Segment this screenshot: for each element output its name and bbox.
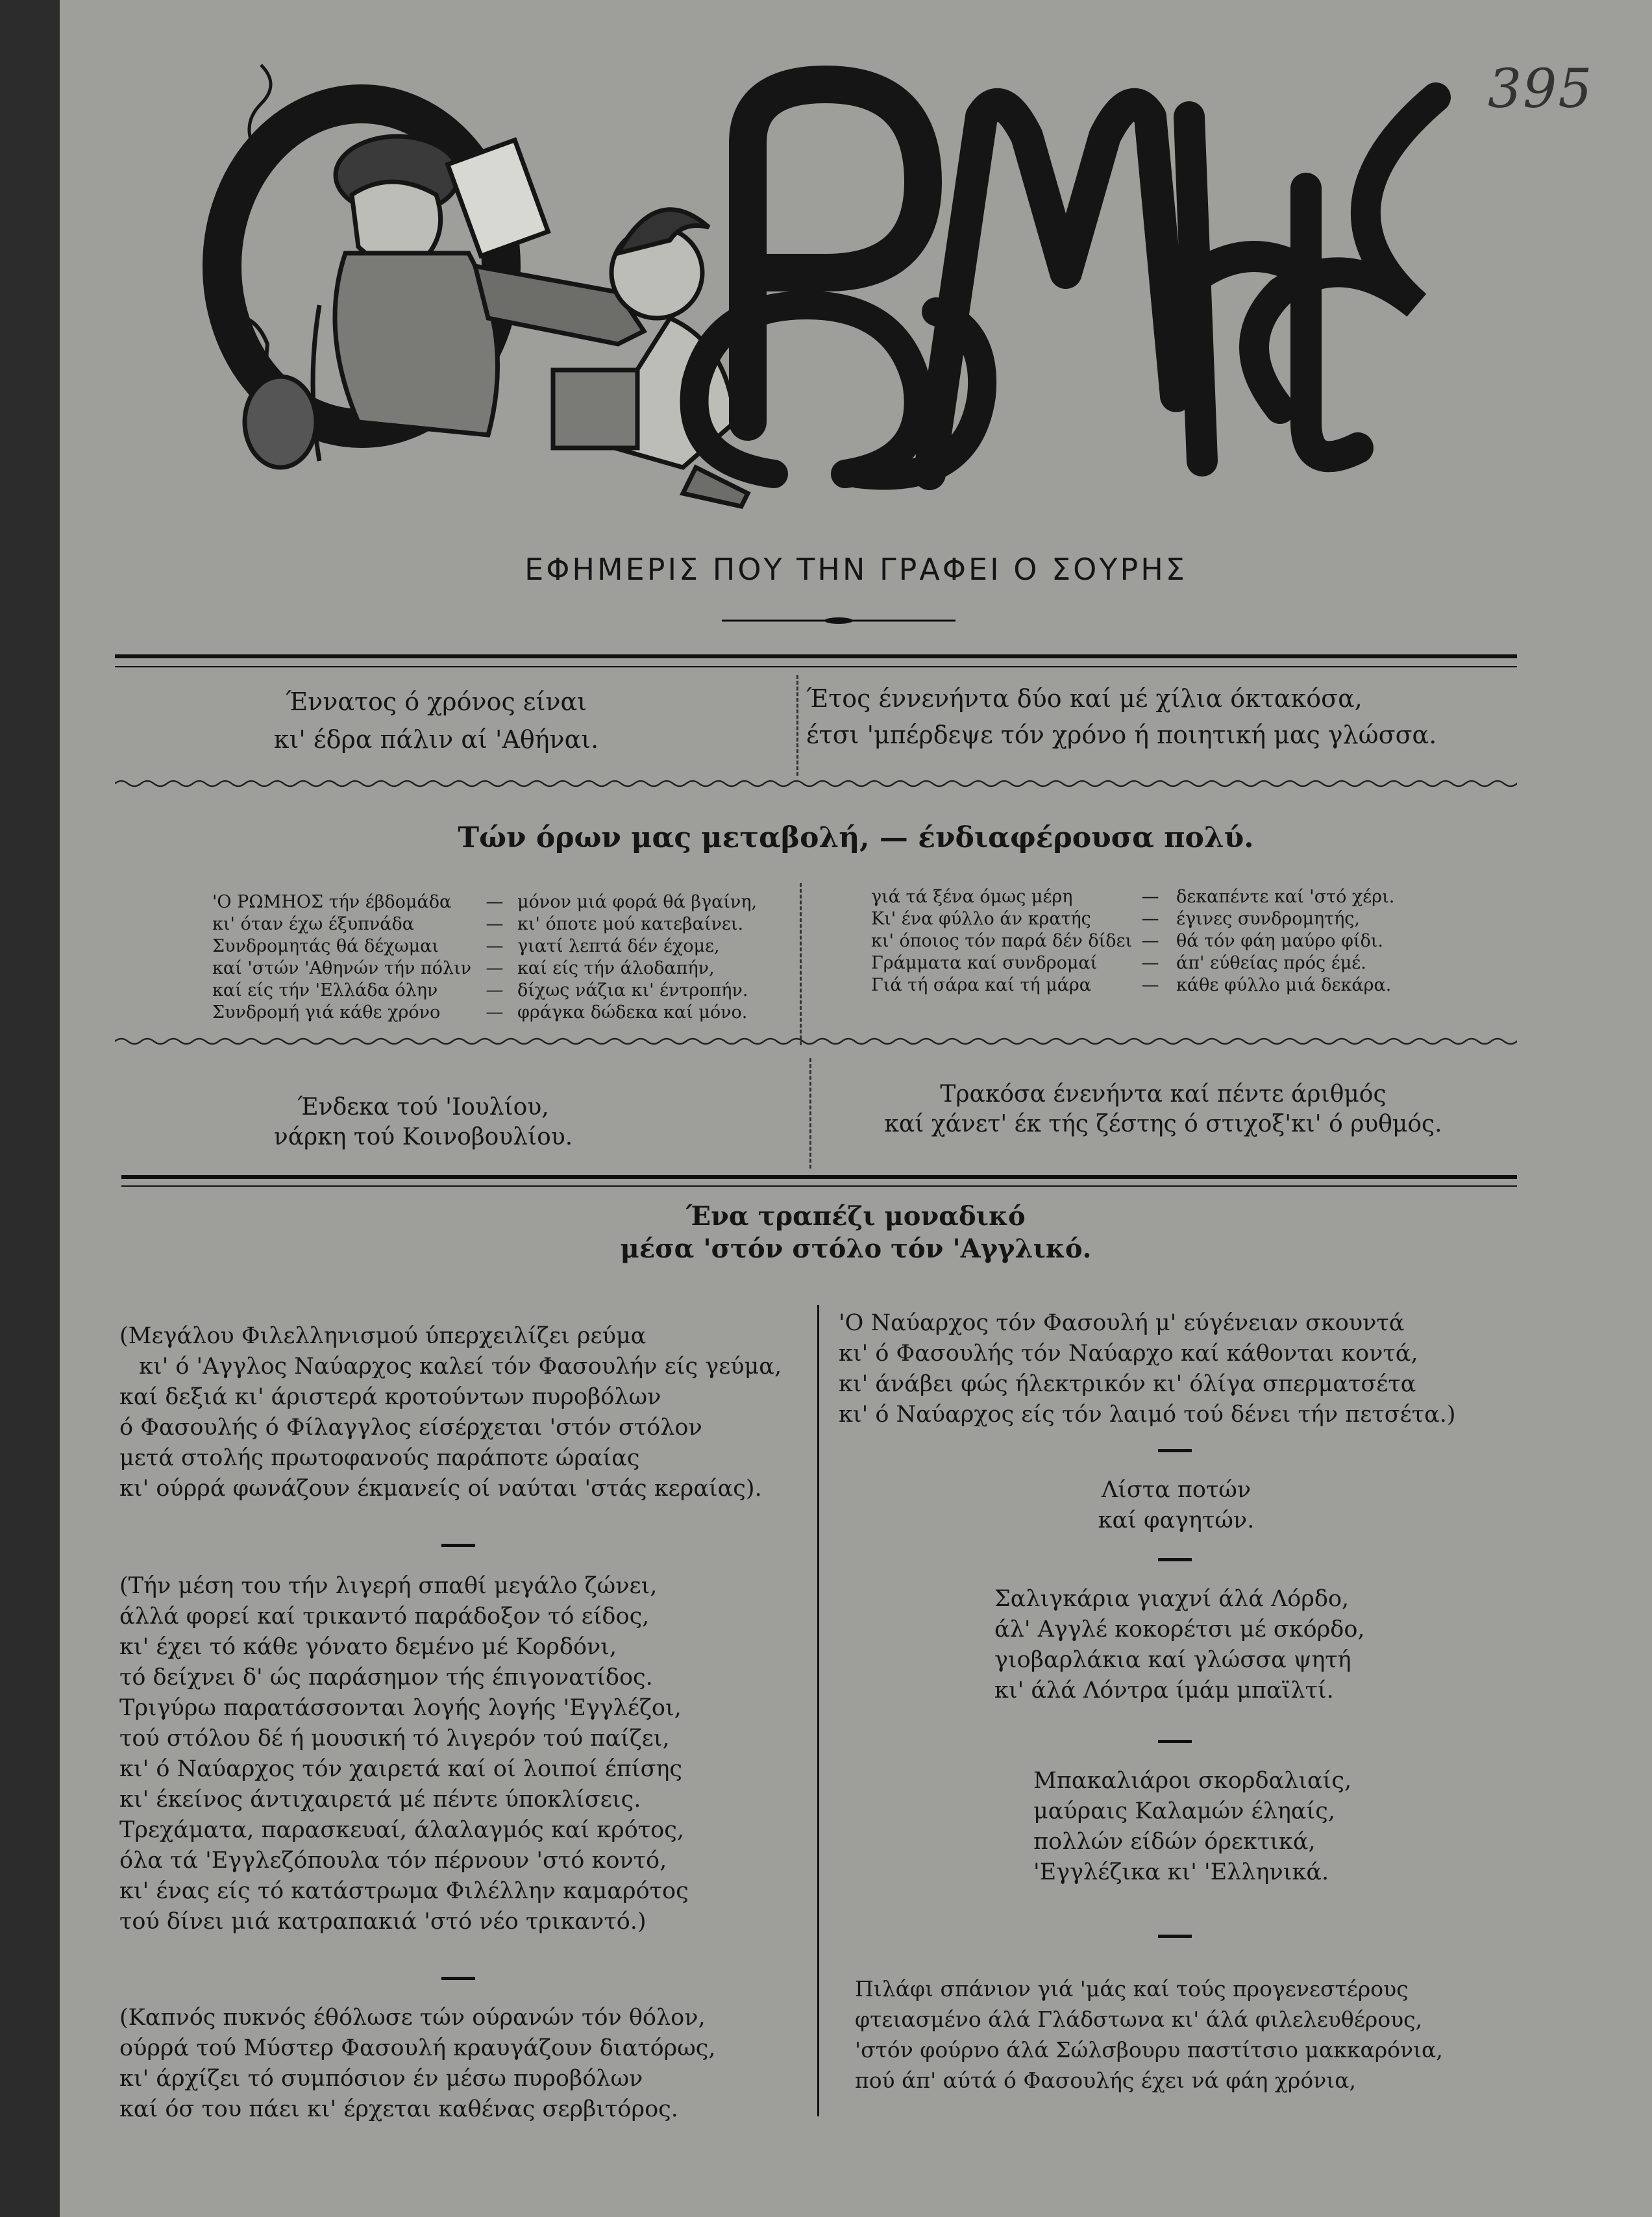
terms-row: Συνδρομητάς θά δέχωμαι — γιατί λεπτά δέν έχομε, — [212, 936, 720, 956]
terms-heading: Τών όρων μας μεταβολή, — ένδιαφέρουσα πολύ. — [458, 821, 1254, 854]
verse-line: πού άπ' αύτά ό Φασουλής έχει νά φάη χρόνια, — [855, 2068, 1356, 2093]
terms-row: κι' όποιος τόν παρά δέν δίδει — θά τόν φάη μαύρο φίδι. — [871, 931, 1383, 951]
verse-line: 'Ο Ναύαρχος τόν Φασουλή μ' εύγένειαν σκουντά — [839, 1310, 1405, 1336]
terms-separator — [800, 883, 802, 1045]
lower-rule — [121, 1175, 1517, 1179]
verse-line: τό δείχνει δ' ώς παράσημον τής έπιγονατίδος. — [119, 1665, 653, 1691]
terms-row: 'Ο ΡΩΜΗΟΣ τήν έβδομάδα — μόνον μιά φορά θά βγαίνη, — [212, 892, 758, 912]
terms-row: γιά τά ξένα όμως μέρη — δεκαπέντε καί 'στό χέρι. — [871, 887, 1395, 907]
terms-row: Κι' ένα φύλλο άν κρατής — έγινες συνδρομητής, — [871, 909, 1360, 929]
verse-line: κι' ό 'Αγγλος Ναύαρχος καλεί τόν Φασουλήν είς γεύμα, — [139, 1354, 782, 1380]
stanza-divider — [1158, 1558, 1192, 1561]
verse-line: κι' ό Ναύαρχος είς τόν λαιμό τού δένει τήν πετσέτα.) — [839, 1402, 1456, 1428]
verse-line: (Μεγάλου Φιλελληνισμού ύπερχειλίζει ρεύμα — [119, 1323, 647, 1349]
terms-row: κι' όταν έχω έξυπνάδα — κι' όποτε μού κατεβαίνει. — [212, 914, 744, 934]
verse-line: κι' άνάβει φώς ήλεκτρικόν κι' όλίγα σπερματσέτα — [839, 1371, 1416, 1397]
verse-line: κι' άλά Λόντρα ίμάμ μπαϊλτί. — [994, 1678, 1334, 1703]
verse-line: κι' ούρρά φωνάζουν έκμανείς οί ναύται 'στάς κεραίας). — [119, 1476, 762, 1502]
masthead-artwork — [203, 58, 1468, 526]
terms-table-right — [871, 886, 1394, 997]
issue-verse-left-1: Ένδεκα τού 'Ιουλίου, — [297, 1094, 549, 1121]
verse-line: ό Φασουλής ό Φίλαγγλος είσέρχεται 'στόν στόλον — [119, 1415, 702, 1441]
menu-title-line: καί φαγητών. — [1098, 1507, 1255, 1533]
menu-title-line: Λίστα ποτών — [1101, 1477, 1251, 1503]
menu-stanza-1 — [994, 1584, 1365, 1706]
newspaper-page — [60, 0, 1652, 2217]
stanza-divider — [1158, 1449, 1192, 1452]
right-stanza-1 — [839, 1308, 1456, 1430]
verse-line: άλ' Αγγλέ κοκορέτσι μέ σκόρδο, — [994, 1616, 1365, 1642]
header-verse-left-1: Έννατος ό χρόνος είναι — [285, 687, 587, 716]
stanza-divider — [441, 1977, 475, 1980]
verse-line: γιοβαρλάκια καί γλώσσα ψητή — [994, 1647, 1351, 1673]
verse-line: Τριγύρω παρατάσσονται λογής λογής 'Εγγλέζοι, — [119, 1695, 682, 1721]
header-separator — [796, 675, 798, 776]
menu-stanza-2 — [1033, 1766, 1351, 1888]
verse-line: Πιλάφι σπάνιον γιά 'μάς καί τούς προγενεστέρους — [855, 1976, 1409, 2001]
verse-line: Σαλιγκάρια γιαχνί άλά Λόρδο, — [994, 1586, 1350, 1612]
wavy-divider-2 — [115, 1035, 1517, 1047]
top-rule-thin — [115, 666, 1517, 667]
verse-line: καί δεξιά κι' άριστερά κροτούντων πυροβόλων — [119, 1384, 661, 1410]
stanza-divider — [441, 1544, 475, 1547]
verse-line: φτειασμένο άλά Γλάδστωνα κι' άλά φιλελευθέρους, — [855, 2007, 1423, 2032]
verse-line: άλλά φορεί καί τρικαντό παράδοξον τό είδος, — [119, 1604, 650, 1629]
verse-line: τού στόλου δέ ή μουσική τό λιγερόν τού παίζει, — [119, 1726, 670, 1752]
terms-table-left — [212, 891, 757, 1024]
header-verse-right-1: Έτος έννενήντα δύο καί μέ χίλια όκτακόσα, — [806, 684, 1362, 713]
poem-title-1: Ένα τραπέζι μοναδικό — [686, 1201, 1026, 1232]
left-stanza-2 — [119, 1571, 689, 1937]
issue-verse-right-2: καί χάνετ' έκ τής ζέστης ό στιχοξ'κι' ό ρυθμός. — [884, 1111, 1442, 1137]
verse-line: Μπακαλιάροι σκορδαλιαίς, — [1033, 1768, 1352, 1794]
verse-line: ούρρά τού Μύστερ Φασουλή κραυγάζουν διατόρως, — [119, 2035, 716, 2061]
verse-line: (Καπνός πυκνός έθόλωσε τών ούρανών τόν θόλον, — [119, 2005, 706, 2031]
masthead-subtitle: ΕΦΗΜΕΡΙΣ ΠΟΥ ΤΗΝ ΓΡΑΦΕΙ Ο ΣΟΥΡΗΣ — [524, 552, 1187, 587]
verse-line: όλα τά 'Εγγλεζόπουλα τόν πέρνουν 'στό κοντό, — [119, 1848, 667, 1874]
top-rule — [115, 654, 1517, 658]
header-verse-left-2: κι' έδρα πάλιν αί 'Αθήναι. — [273, 725, 599, 754]
right-final-stanza — [855, 1974, 1443, 2096]
verse-line: (Τήν μέση του τήν λιγερή σπαθί μεγάλο ζώνει, — [119, 1573, 658, 1599]
issue-verse-right-1: Τρακόσα ένενήντα καί πέντε άριθμός — [940, 1081, 1387, 1108]
menu-title — [839, 1475, 1514, 1536]
terms-row: καί 'στών 'Αθηνών τήν πόλιν — καί είς τήν άλοδαπήν, — [212, 958, 715, 978]
verse-line: κι' έχει τό κάθε γόνατο δεμένο μέ Κορδόνι, — [119, 1634, 617, 1660]
verse-line: πολλών είδών όρεκτικά, — [1033, 1829, 1316, 1855]
verse-line: κι' ό Ναύαρχος τόν χαιρετά καί οί λοιποί έπίσης — [119, 1756, 683, 1782]
verse-line: κι' ό Φασουλής τόν Ναύαρχο καί κάθονται κοντά, — [839, 1341, 1418, 1367]
stanza-divider — [1158, 1740, 1192, 1743]
verse-line: 'Εγγλέζικα κι' 'Ελληνικά. — [1033, 1859, 1329, 1885]
column-separator — [817, 1305, 819, 2116]
binding-gutter — [0, 0, 60, 2217]
lower-rule-thin — [121, 1185, 1517, 1187]
verse-line: κι' ένας είς τό κατάστρωμα Φιλέλλην καμαρότος — [119, 1878, 689, 1904]
wavy-divider-1 — [115, 778, 1517, 789]
verse-line: μετά στολής πρωτοφανούς παράποτε ώραίας — [119, 1445, 640, 1471]
masthead-logo — [203, 58, 1468, 526]
poem-title-2: μέσα 'στόν στόλο τόν 'Αγγλικό. — [620, 1233, 1092, 1264]
verse-line: καί όσ του πάει κι' έρχεται καθένας σερβιτόρος. — [119, 2096, 678, 2122]
issue-separator — [809, 1058, 811, 1169]
terms-row: Γιά τή σάρα καί τή μάρα — κάθε φύλλο μιά δεκάρα. — [871, 975, 1392, 995]
ornament-divider — [722, 617, 955, 625]
verse-line: τού δίνει μιά κατραπακιά 'στό νέο τρικαντό.) — [119, 1909, 647, 1935]
stanza-divider — [1158, 1935, 1192, 1938]
verse-line: 'στόν φούρνο άλά Σώλσβουρυ παστίτσιο μακκαρόνια, — [855, 2037, 1443, 2062]
terms-row: καί είς τήν 'Ελλάδα όλην — δίχως νάζια κι' έντροπήν. — [212, 980, 748, 1000]
left-stanza-3 — [119, 2003, 716, 2125]
issue-verse-left-2: νάρκη τού Κοινοβουλίου. — [273, 1124, 573, 1150]
verse-line: κι' άρχίζει τό συμπόσιον έν μέσω πυροβόλων — [119, 2066, 643, 2092]
archive-number: 395 — [1488, 58, 1594, 120]
verse-line: κι' έκείνος άντιχαιρετά μέ πέντε ύποκλίσεις. — [119, 1787, 641, 1813]
verse-line: Τρεχάματα, παρασκευαί, άλαλαγμός καί κρότος, — [119, 1817, 684, 1843]
terms-row: Συνδρομή γιά κάθε χρόνο — φράγκα δώδεκα καί μόνο. — [212, 1002, 748, 1022]
verse-line: μαύραις Καλαμών έληαίς, — [1033, 1798, 1335, 1824]
header-verse-right-2: έτσι 'μπέρδεψε τόν χρόνο ή ποιητική μας γλώσσα. — [806, 721, 1437, 749]
left-stanza-1 — [119, 1321, 782, 1504]
terms-row: Γράμματα καί συνδρομαί — άπ' εύθείας πρός έμέ. — [871, 953, 1366, 973]
